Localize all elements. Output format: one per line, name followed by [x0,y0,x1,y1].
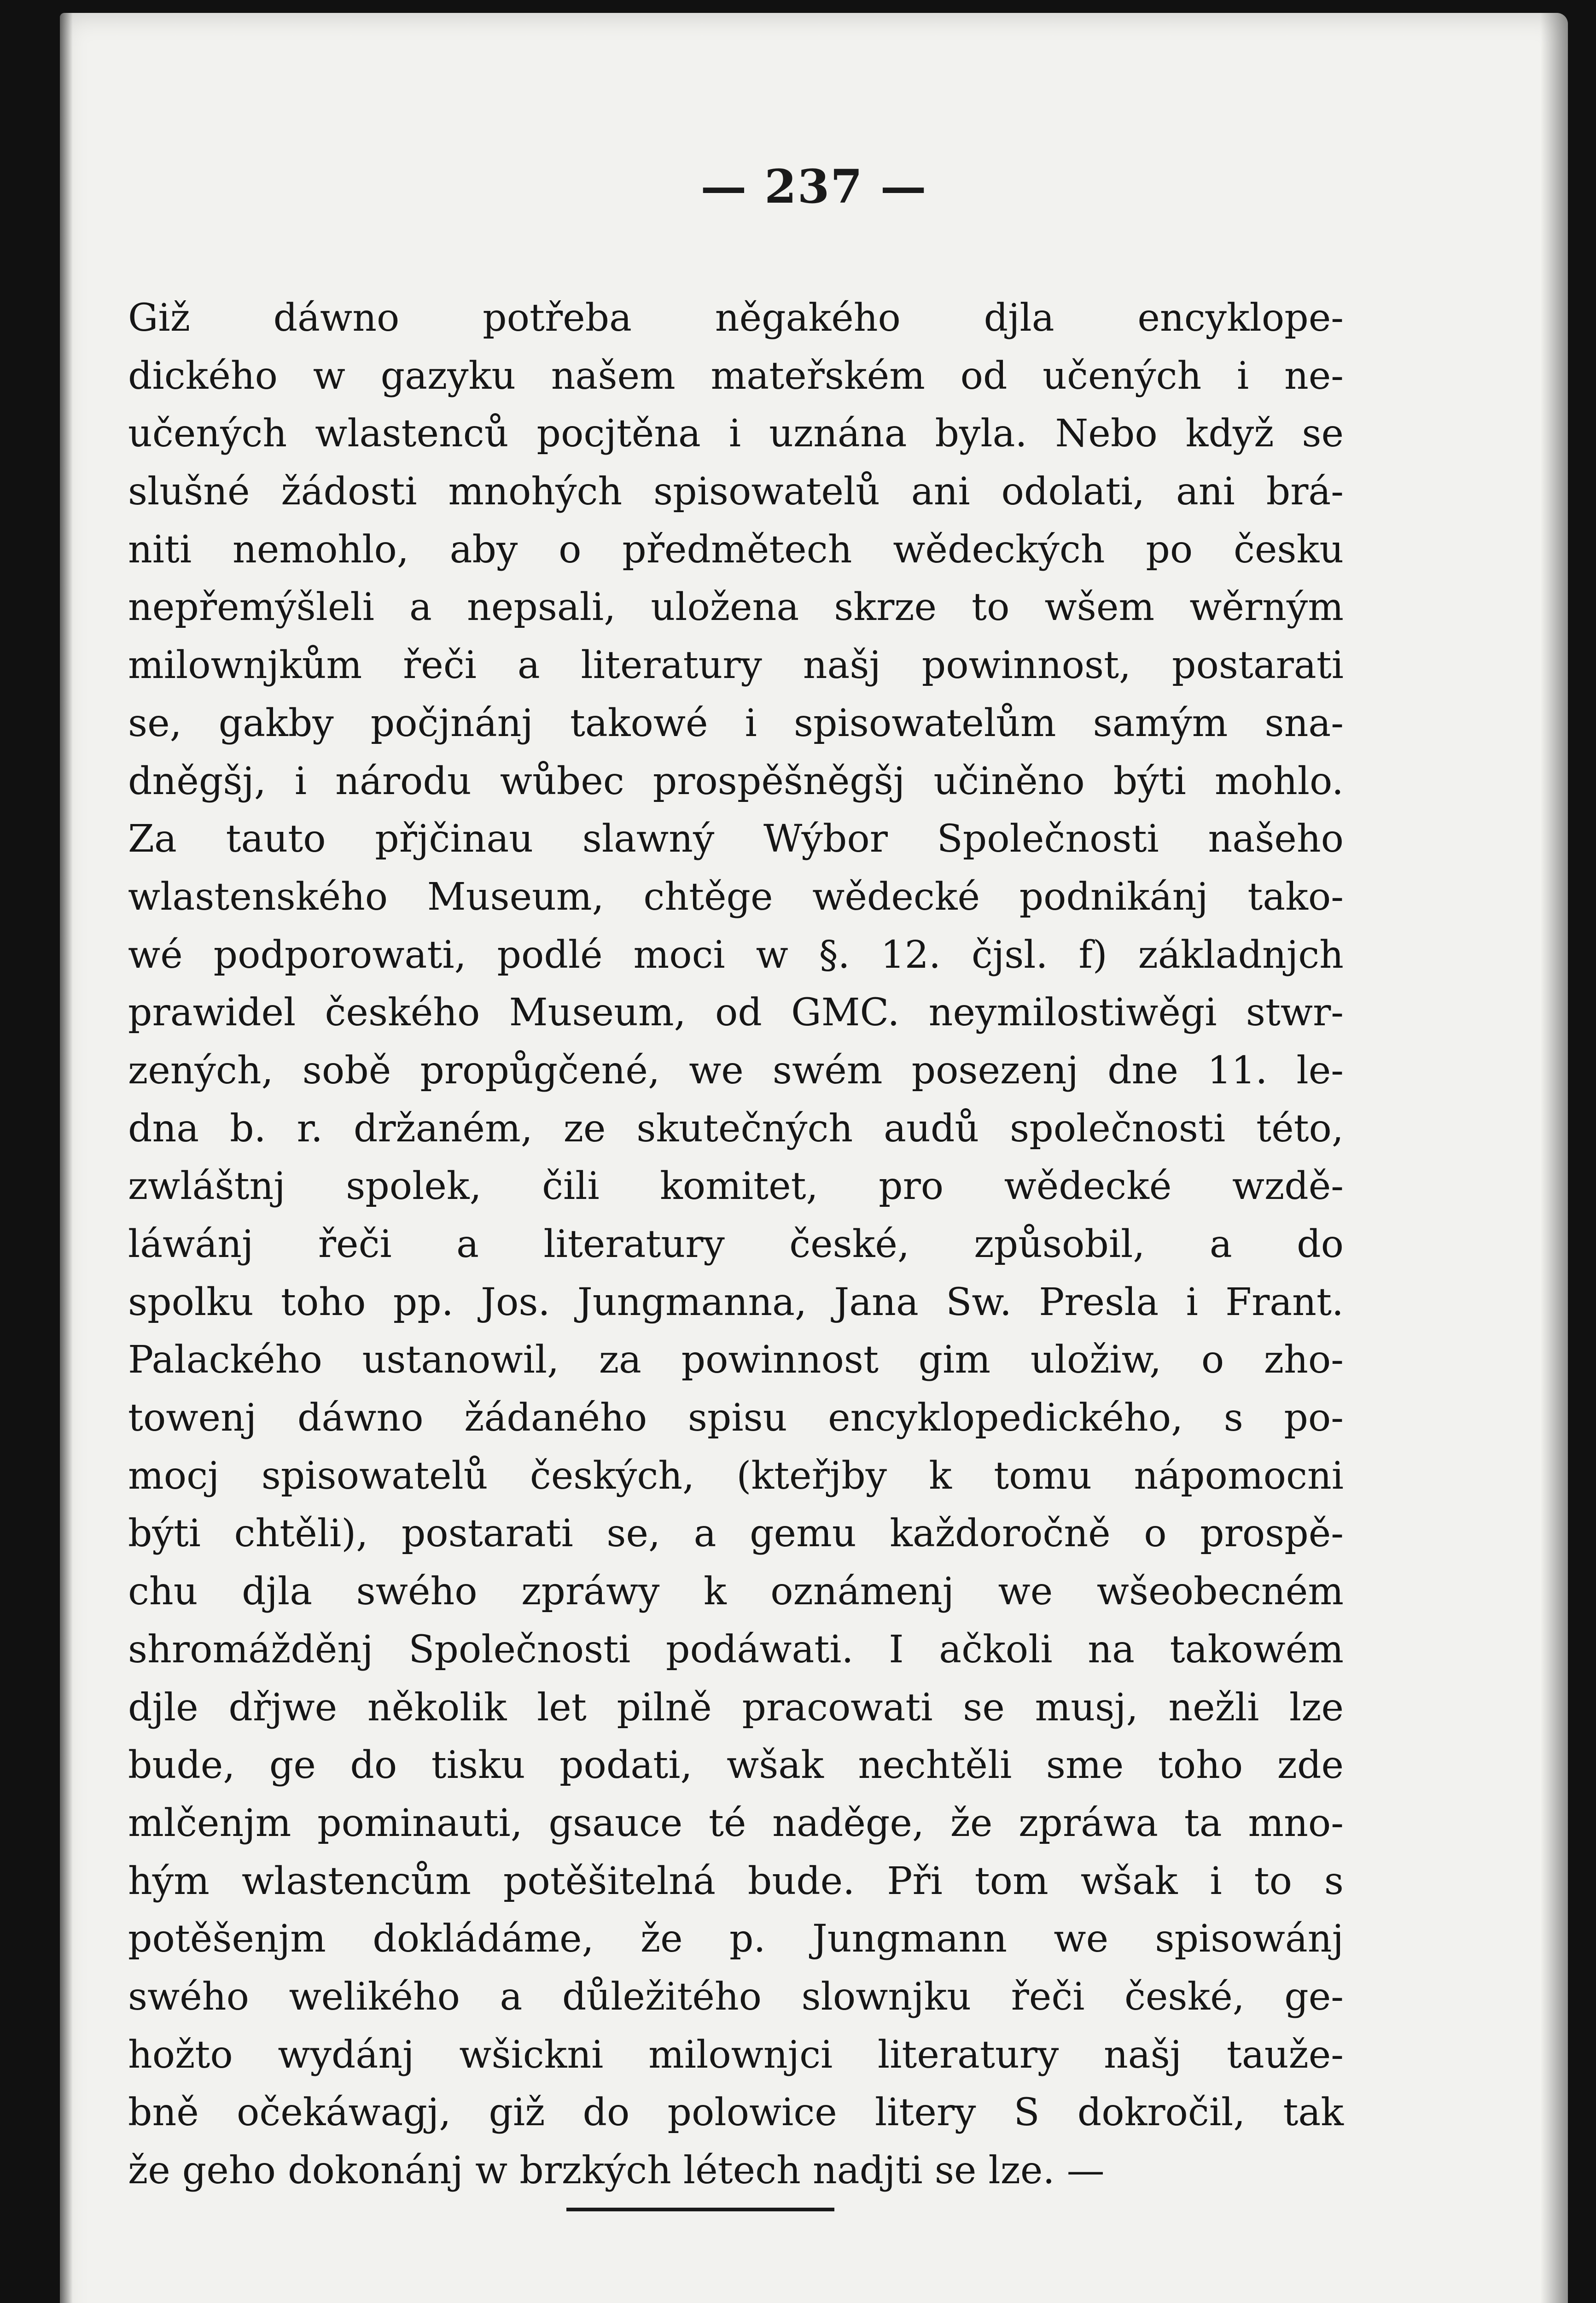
text-line: spolku toho pp. Jos. Jungmanna, Jana Sw. Presla i Frant. [128,1280,1344,1324]
text-line: že geho dokonánj w brzkých létech nadjti se lze. — [128,2149,1105,2192]
text-line: wlastenského Museum, chtěge wědecké podnikánj tako- [128,875,1344,919]
binding-shadow [60,13,73,2303]
text-line: se, gakby počjnánj takowé i spisowatelům samým sna- [128,701,1344,745]
section-end-rule [566,2208,834,2211]
text-line: dického w gazyku našem mateřském od učených i ne- [128,354,1344,398]
text-line: zených, sobě propůgčené, we swém posezenj dne 11. le- [128,1048,1344,1093]
book-page [60,13,1568,2303]
text-line: shromážděnj Společnosti podáwati. I ačkoli na takowém [128,1627,1344,1672]
text-line: Giž dáwno potřeba něgakého djla encyklope- [128,296,1344,340]
body-paragraph [128,289,1344,2200]
text-line: towenj dáwno žádaného spisu encyklopedického, s po- [128,1396,1344,1440]
page-edge-right [1540,13,1568,2303]
text-line: láwánj řeči a literatury české, způsobil, a do [128,1222,1344,1266]
text-line: milownjkům řeči a literatury našj powinnost, postarati [128,643,1344,688]
text-line: chu djla swého zpráwy k oznámenj we wšeobecném [128,1570,1344,1614]
text-line: bně očekáwagj, giž do polowice litery S dokročil, tak [128,2091,1344,2135]
text-line: nepřemýšleli a nepsali, uložena skrze to wšem wěrným [128,585,1344,630]
text-line: mocj spisowatelů českých, (kteřjby k tomu nápomocni [128,1454,1344,1498]
text-line: slušné žádosti mnohých spisowatelů ani odolati, ani brá- [128,470,1344,514]
text-line: swého welikého a důležitého slownjku řeči české, ge- [128,1975,1344,2019]
text-line: hožto wydánj wšickni milownjci literatury našj tauže- [128,2033,1344,2077]
text-line: býti chtěli), postarati se, a gemu každoročně o prospě- [128,1512,1344,1556]
text-line: prawidel českého Museum, od GMC. neymilostiwěgi stwr- [128,991,1344,1035]
text-line: učených wlastenců pocjtěna i uznána byla. Nebo když se [128,412,1344,456]
page-number: — 237 — [700,159,927,214]
text-line: mlčenjm pominauti, gsauce té naděge, že zpráwa ta mno- [128,1801,1344,1845]
text-line: dna b. r. držaném, ze skutečných audů společnosti této, [128,1106,1344,1151]
text-line: bude, ge do tisku podati, wšak nechtěli sme toho zde [128,1743,1344,1788]
text-line: djle dřjwe několik let pilně pracowati se musj, nežli lze [128,1685,1344,1730]
text-line: Palackého ustanowil, za powinnost gim uložiw, o zho- [128,1338,1344,1382]
text-line: potěšenjm dokládáme, že p. Jungmann we spisowánj [128,1917,1344,1961]
text-line: dněgšj, i národu wůbec prospěšněgšj učiněno býti mohlo. [128,759,1344,803]
text-line: wé podporowati, podlé moci w §. 12. čjsl. f) základnjch [128,933,1344,977]
text-line: zwláštnj spolek, čili komitet, pro wědecké wzdě- [128,1164,1344,1209]
text-line: hým wlastencům potěšitelná bude. Při tom wšak i to s [128,1859,1344,1903]
text-line: niti nemohlo, aby o předmětech wědeckých po česku [128,527,1344,572]
text-line: Za tauto přjčinau slawný Wýbor Společnosti našeho [128,817,1344,861]
